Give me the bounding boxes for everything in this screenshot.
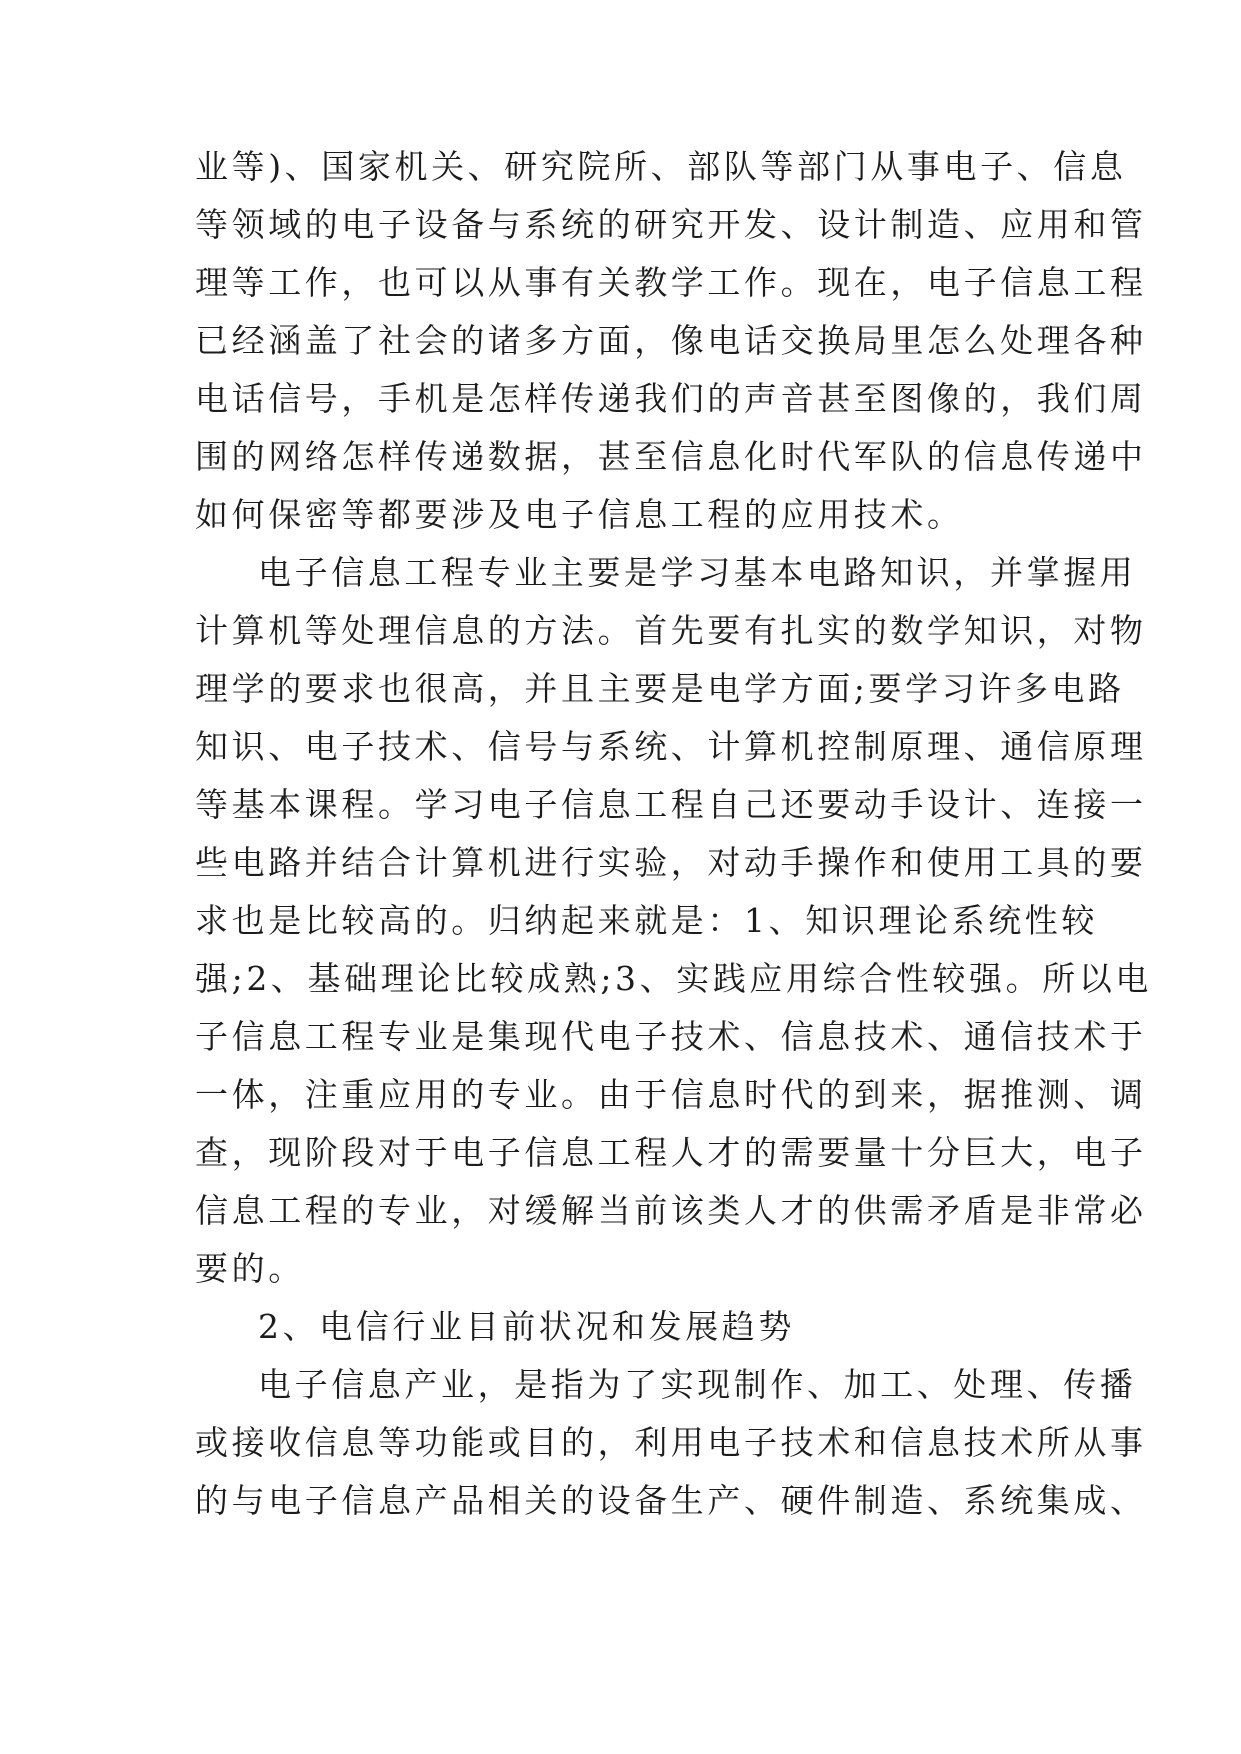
paragraph-first-line: 电子信息工程专业主要是学习基本电路知识，并掌握用 (258, 553, 1137, 592)
text-line: 如何保密等都要涉及电子信息工程的应用技术。 (195, 495, 964, 534)
text-line: 求也是比较高的。归纳起来就是：1、知识理论系统性较 (195, 901, 1098, 940)
text-line: 或接收信息等功能或目的，利用电子技术和信息技术所从事 (195, 1423, 1147, 1462)
text-line: 要的。 (195, 1249, 305, 1288)
text-line: 围的网络怎样传递数据，甚至信息化时代军队的信息传递中 (195, 437, 1147, 476)
text-line: 的与电子信息产品相关的设备生产、硬件制造、系统集成、 (195, 1481, 1147, 1520)
paragraph-first-line: 电子信息产业，是指为了实现制作、加工、处理、传播 (258, 1365, 1137, 1404)
text-line: 理学的要求也很高，并且主要是电学方面;要学习许多电路 (195, 669, 1125, 708)
text-line: 业等)、国家机关、研究院所、部队等部门从事电子、信息 (195, 147, 1127, 186)
text-line: 计算机等处理信息的方法。首先要有扎实的数学知识，对物 (195, 611, 1147, 650)
text-line: 强;2、基础理论比较成熟;3、实践应用综合性较强。所以电 (195, 959, 1153, 998)
text-line: 理等工作，也可以从事有关教学工作。现在，电子信息工程 (195, 263, 1147, 302)
text-line: 信息工程的专业，对缓解当前该类人才的供需矛盾是非常必 (195, 1191, 1147, 1230)
text-line: 等基本课程。学习电子信息工程自己还要动手设计、连接一 (195, 785, 1147, 824)
text-line: 已经涵盖了社会的诸多方面，像电话交换局里怎么处理各种 (195, 321, 1147, 360)
text-line: 一体，注重应用的专业。由于信息时代的到来，据推测、调 (195, 1075, 1147, 1114)
text-line: 电话信号，手机是怎样传递我们的声音甚至图像的，我们周 (195, 379, 1147, 418)
text-line: 等领域的电子设备与系统的研究开发、设计制造、应用和管 (195, 205, 1147, 244)
text-line: 子信息工程专业是集现代电子技术、信息技术、通信技术于 (195, 1017, 1147, 1056)
text-line: 知识、电子技术、信号与系统、计算机控制原理、通信原理 (195, 727, 1147, 766)
text-line: 些电路并结合计算机进行实验，对动手操作和使用工具的要 (195, 843, 1147, 882)
text-line: 查，现阶段对于电子信息工程人才的需要量十分巨大，电子 (195, 1133, 1147, 1172)
section-heading: 2、电信行业目前状况和发展趋势 (258, 1307, 795, 1346)
